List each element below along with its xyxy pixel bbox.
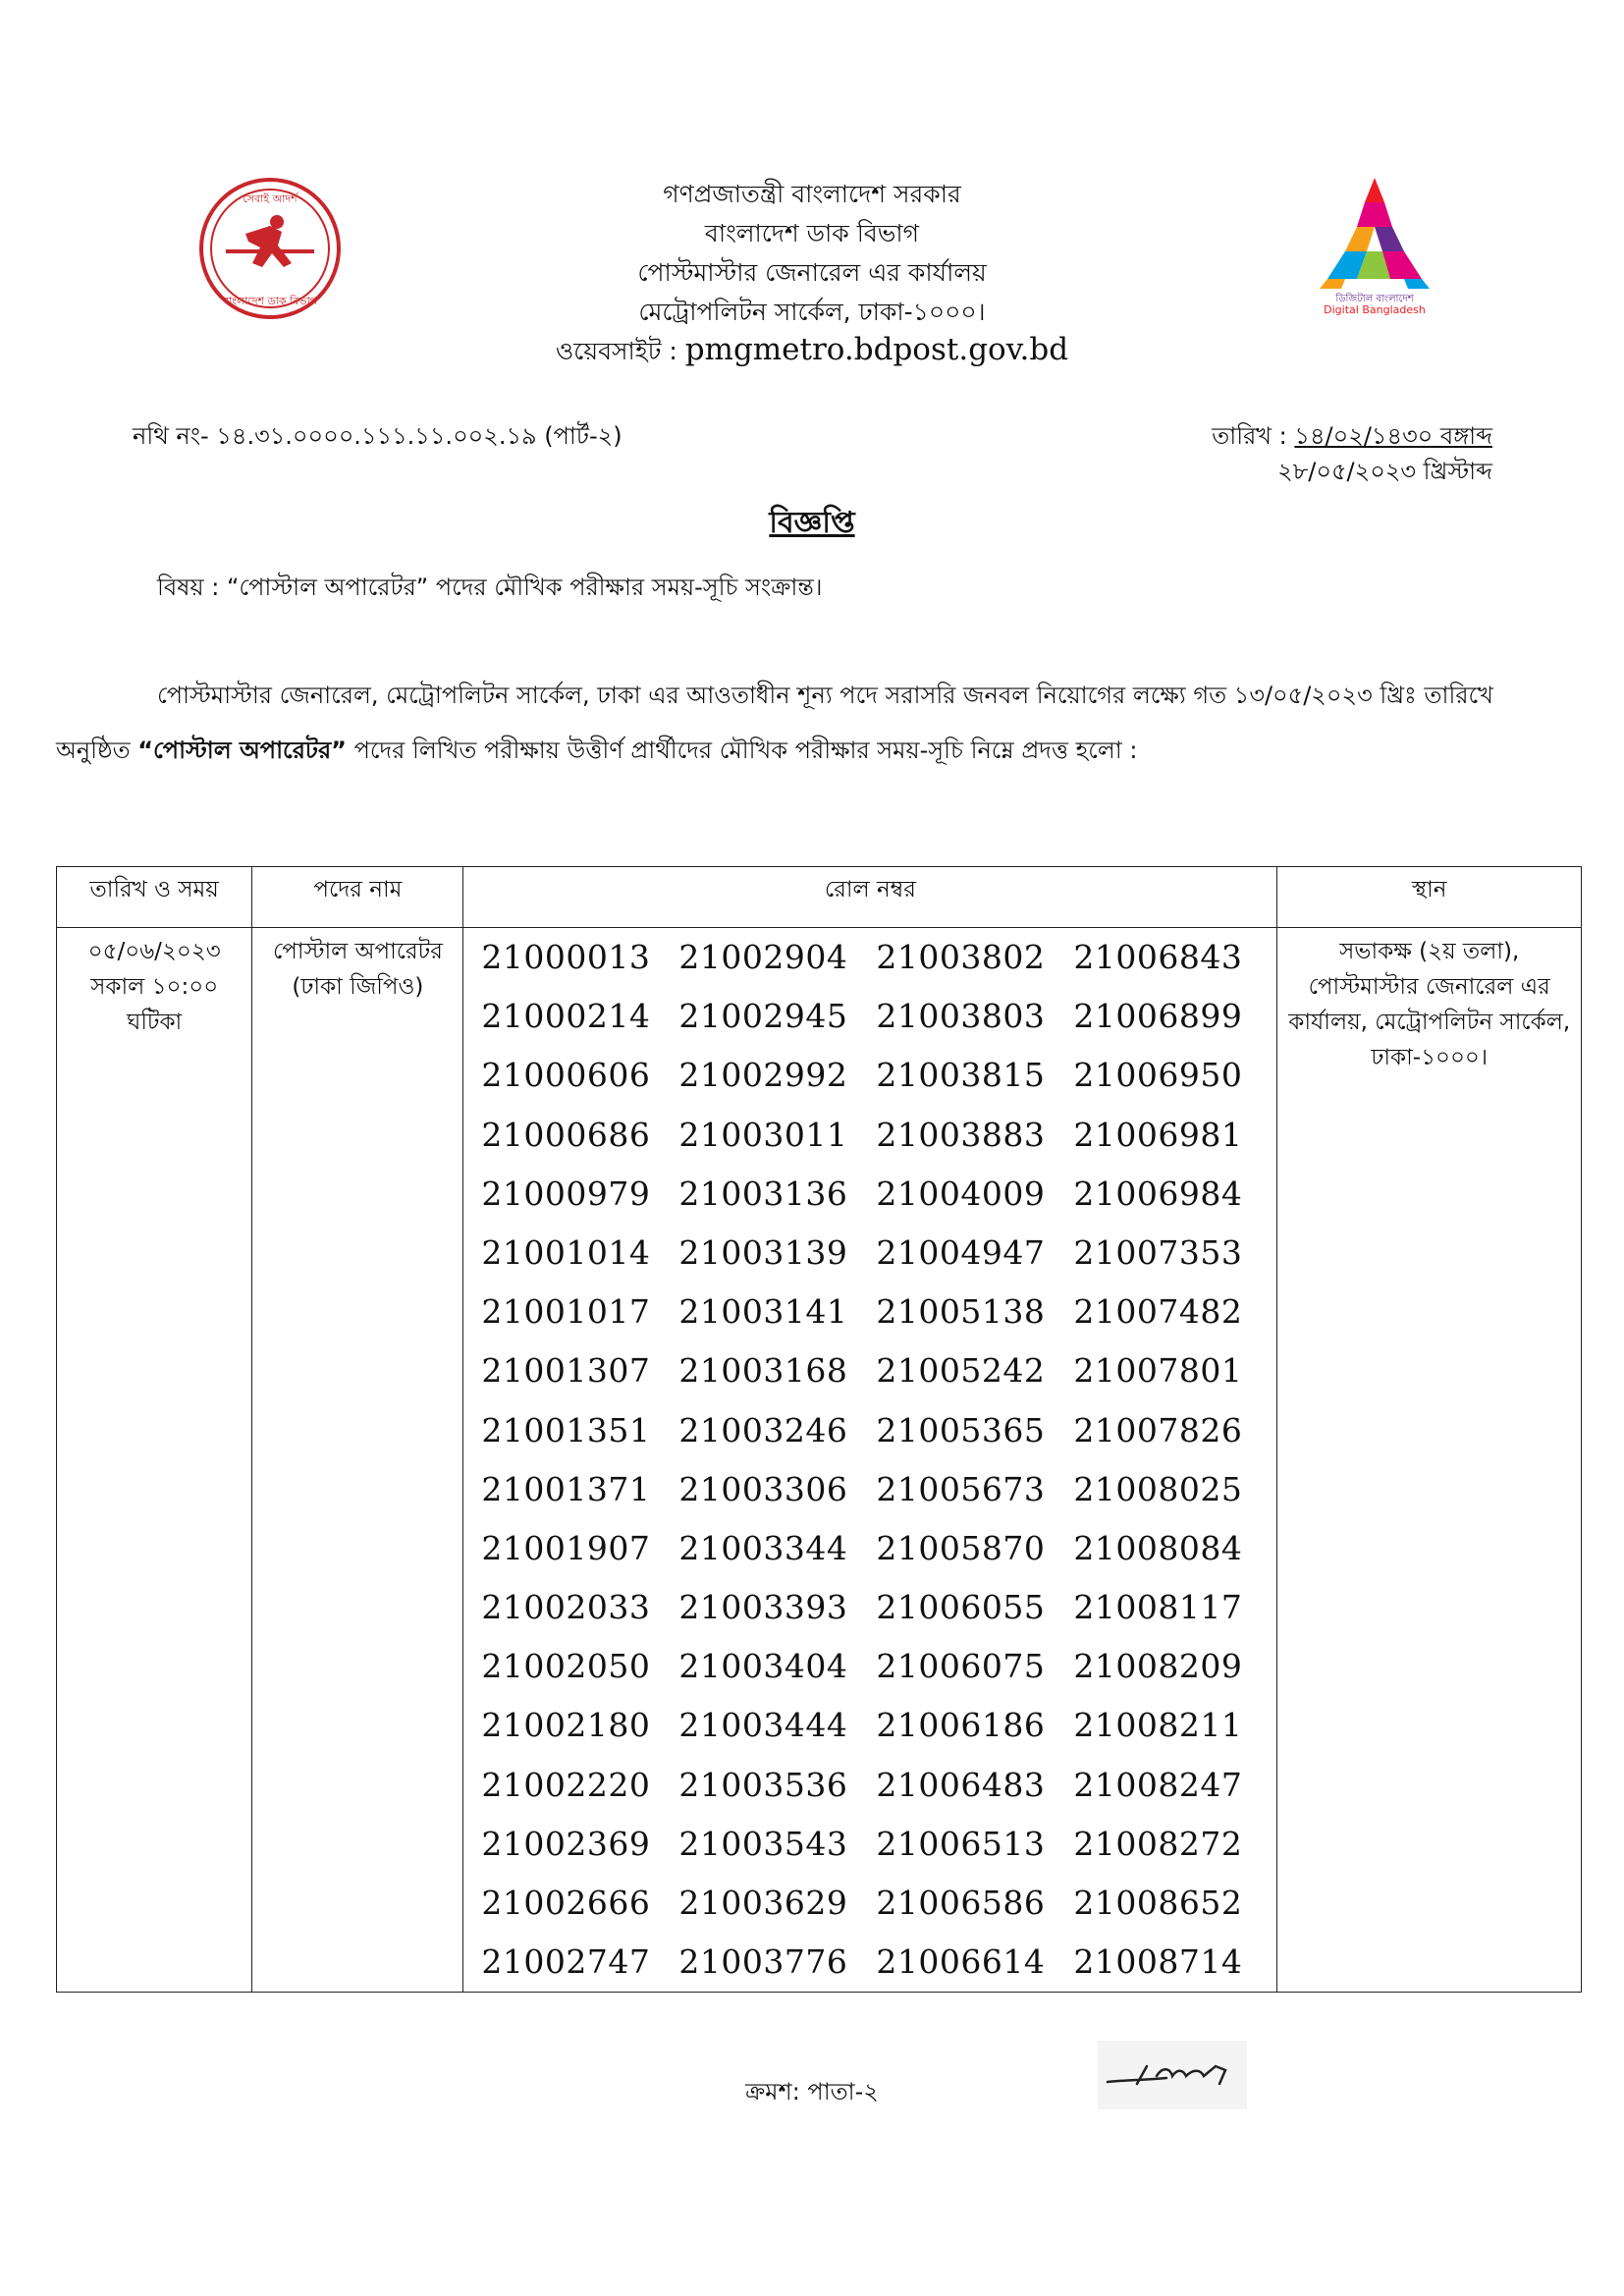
roll-number: 21005673 — [876, 1469, 1046, 1508]
govt-name: গণপ্রজাতন্ত্রী বাংলাদেশ সরকার — [663, 180, 961, 208]
roll-number: 21003404 — [678, 1647, 848, 1686]
roll-number: 21004009 — [876, 1174, 1046, 1213]
header-venue: স্থান — [1277, 867, 1582, 928]
roll-number: 21006586 — [876, 1884, 1046, 1922]
roll-number: 21006614 — [876, 1942, 1046, 1982]
cell-rolls — [463, 928, 1277, 1993]
roll-number: 21008272 — [1073, 1824, 1243, 1863]
roll-number: 21003168 — [678, 1351, 848, 1391]
roll-number: 21004947 — [876, 1232, 1046, 1272]
roll-number: 21006984 — [1073, 1174, 1243, 1213]
cell-venue: সভাকক্ষ (২য় তলা), পোস্টমাস্টার জেনারেল এর কার্যালয়, মেট্রোপলিটন সার্কেল, ঢাকা-১০০০। — [1277, 928, 1582, 1993]
roll-number: 21003536 — [678, 1765, 848, 1804]
svg-text:Digital Bangladesh: Digital Bangladesh — [1324, 303, 1426, 315]
department-name: বাংলাদেশ ডাক বিভাগ — [704, 219, 920, 247]
roll-number: 21007801 — [1073, 1351, 1243, 1391]
roll-number: 21001351 — [481, 1410, 651, 1449]
roll-number: 21007482 — [1073, 1292, 1243, 1332]
office-address: মেট্রোপলিটন সার্কেল, ঢাকা-১০০০। — [638, 298, 986, 326]
roll-number: 21007826 — [1073, 1410, 1243, 1449]
roll-number: 21006843 — [1073, 938, 1243, 976]
roll-number: 21002747 — [481, 1942, 651, 1982]
svg-text:সেবাই আদর্শ: সেবাই আদর্শ — [243, 192, 298, 205]
bangladesh-post-logo-icon — [196, 175, 344, 322]
roll-number: 21000979 — [481, 1174, 651, 1213]
exam-time: সকাল ১০:০০ — [90, 974, 219, 1000]
roll-number: 21003344 — [678, 1528, 848, 1567]
svg-text:বাংলাদেশ ডাক বিভাগ: বাংলাদেশ ডাক বিভাগ — [223, 295, 317, 307]
website-label: ওয়েবসাইট : — [555, 337, 677, 365]
roll-number: 21002180 — [481, 1706, 651, 1745]
roll-number: 21003141 — [678, 1292, 848, 1332]
roll-number: 21003139 — [678, 1232, 848, 1272]
roll-number: 21003803 — [876, 997, 1046, 1036]
notice-title: বিজ্ঞপ্তি — [769, 506, 855, 540]
header-post-name: পদের নাম — [252, 867, 463, 928]
header-roll: রোল নম্বর — [463, 867, 1277, 928]
roll-number: 21003776 — [678, 1942, 848, 1982]
roll-number: 21002666 — [481, 1884, 651, 1922]
roll-number: 21008211 — [1073, 1706, 1243, 1745]
roll-number: 21008117 — [1073, 1588, 1243, 1627]
roll-number: 21003543 — [678, 1824, 848, 1863]
roll-number: 21003136 — [678, 1174, 848, 1213]
roll-number: 21002033 — [481, 1588, 651, 1627]
post-name: পোস্টাল অপারেটর — [272, 939, 443, 964]
roll-number: 21003815 — [876, 1056, 1046, 1095]
roll-number: 21008247 — [1073, 1765, 1243, 1804]
roll-number: 21006055 — [876, 1588, 1046, 1627]
notice-subject: বিষয় : “পোস্টাল অপারেটর” পদের মৌখিক পরীক্ষার সময়-সূচি সংক্রান্ত। — [157, 574, 823, 601]
roll-number: 21002220 — [481, 1765, 651, 1804]
header-date-time: তারিখ ও সময় — [57, 867, 252, 928]
date-bangla: ১৪/০২/১৪৩০ বঙ্গাব্দ — [1294, 422, 1492, 450]
roll-number: 21001371 — [481, 1469, 651, 1508]
roll-number: 21002369 — [481, 1824, 651, 1863]
roll-number: 21005242 — [876, 1351, 1046, 1391]
roll-number: 21003011 — [678, 1115, 848, 1154]
roll-number: 21005870 — [876, 1528, 1046, 1567]
date-gregorian: ২৮/০৫/২০২৩ খ্রিস্টাব্দ — [1277, 458, 1492, 485]
schedule-table — [56, 866, 1582, 1993]
roll-number: 21000686 — [481, 1115, 651, 1154]
roll-number: 21002904 — [678, 938, 848, 976]
continued-note: ক্রমশ: পাতা-২ — [745, 2078, 879, 2105]
roll-grid — [481, 928, 1271, 1992]
roll-number: 21008652 — [1073, 1884, 1243, 1922]
roll-number: 21006186 — [876, 1706, 1046, 1745]
website-line — [517, 330, 1107, 371]
date-label: তারিখ : — [1212, 422, 1287, 450]
roll-number: 21001017 — [481, 1292, 651, 1332]
exam-date: ০৫/০৬/২০২৩ — [87, 939, 221, 964]
roll-number: 21003629 — [678, 1884, 848, 1922]
digital-bangladesh-logo-icon — [1306, 173, 1443, 315]
roll-number: 21000214 — [481, 997, 651, 1036]
roll-number: 21006513 — [876, 1824, 1046, 1863]
table-row — [57, 928, 1582, 1993]
para-post: পদের লিখিত পরীক্ষায় উত্তীর্ণ প্রার্থীদের মৌখিক পরীক্ষার সময়-সূচি নিম্নে প্রদত্ত হলো : — [353, 737, 1138, 764]
roll-number: 21002945 — [678, 997, 848, 1036]
roll-number: 21008025 — [1073, 1469, 1243, 1508]
cell-post — [252, 928, 463, 1993]
roll-number: 21001907 — [481, 1528, 651, 1567]
date-bangla-line — [1129, 418, 1492, 454]
memo-number: নথি নং- ১৪.৩১.০০০০.১১১.১১.০০২.১৯ (পার্ট-২) — [133, 422, 623, 450]
roll-number: 21003246 — [678, 1410, 848, 1449]
signature-icon — [1098, 2041, 1247, 2109]
notice-paragraph-line1: পোস্টমাস্টার জেনারেল, মেট্রোপলিটন সার্কেল, ঢাকা এর আওতাধীন শূন্য পদে সরাসরি জনবল নিয়োগের লক্ষ্যে গত ১৩/০৫/২০২৩ খ্রিঃ তারিখে — [157, 682, 1493, 709]
notice-paragraph-line2 — [56, 733, 1568, 772]
website-url[interactable]: pmgmetro.bdpost.gov.bd — [684, 332, 1069, 367]
roll-number: 21005365 — [876, 1410, 1046, 1449]
date-block — [1129, 418, 1492, 489]
roll-number: 21002050 — [481, 1647, 651, 1686]
roll-number: 21003883 — [876, 1115, 1046, 1154]
roll-number: 21008209 — [1073, 1647, 1243, 1686]
para-bold-post: “পোস্টাল অপারেটর” — [137, 737, 347, 764]
roll-number: 21003444 — [678, 1706, 848, 1745]
cell-date-time — [57, 928, 252, 1993]
roll-number: 21000606 — [481, 1056, 651, 1095]
post-office: (ঢাকা জিপিও) — [292, 974, 424, 1000]
roll-number: 21001307 — [481, 1351, 651, 1391]
roll-number: 21003393 — [678, 1588, 848, 1627]
roll-number: 21000013 — [481, 938, 651, 976]
roll-number: 21003802 — [876, 938, 1046, 976]
roll-number: 21006981 — [1073, 1115, 1243, 1154]
roll-number: 21002992 — [678, 1056, 848, 1095]
roll-number: 21008714 — [1073, 1942, 1243, 1982]
table-header-row — [57, 867, 1582, 928]
roll-number: 21006950 — [1073, 1056, 1243, 1095]
para-pre: অনুষ্ঠিত — [56, 737, 131, 764]
roll-number: 21001014 — [481, 1232, 651, 1272]
svg-text:ডিজিটাল বাংলাদেশ: ডিজিটাল বাংলাদেশ — [1335, 294, 1414, 304]
roll-number: 21006899 — [1073, 997, 1243, 1036]
office-name: পোস্টমাস্টার জেনারেল এর কার্যালয় — [637, 258, 987, 287]
exam-time-unit: ঘটিকা — [127, 1010, 183, 1035]
roll-number: 21008084 — [1073, 1528, 1243, 1567]
roll-number: 21006483 — [876, 1765, 1046, 1804]
roll-number: 21003306 — [678, 1469, 848, 1508]
roll-number: 21006075 — [876, 1647, 1046, 1686]
roll-number: 21007353 — [1073, 1232, 1243, 1272]
roll-number: 21005138 — [876, 1292, 1046, 1332]
